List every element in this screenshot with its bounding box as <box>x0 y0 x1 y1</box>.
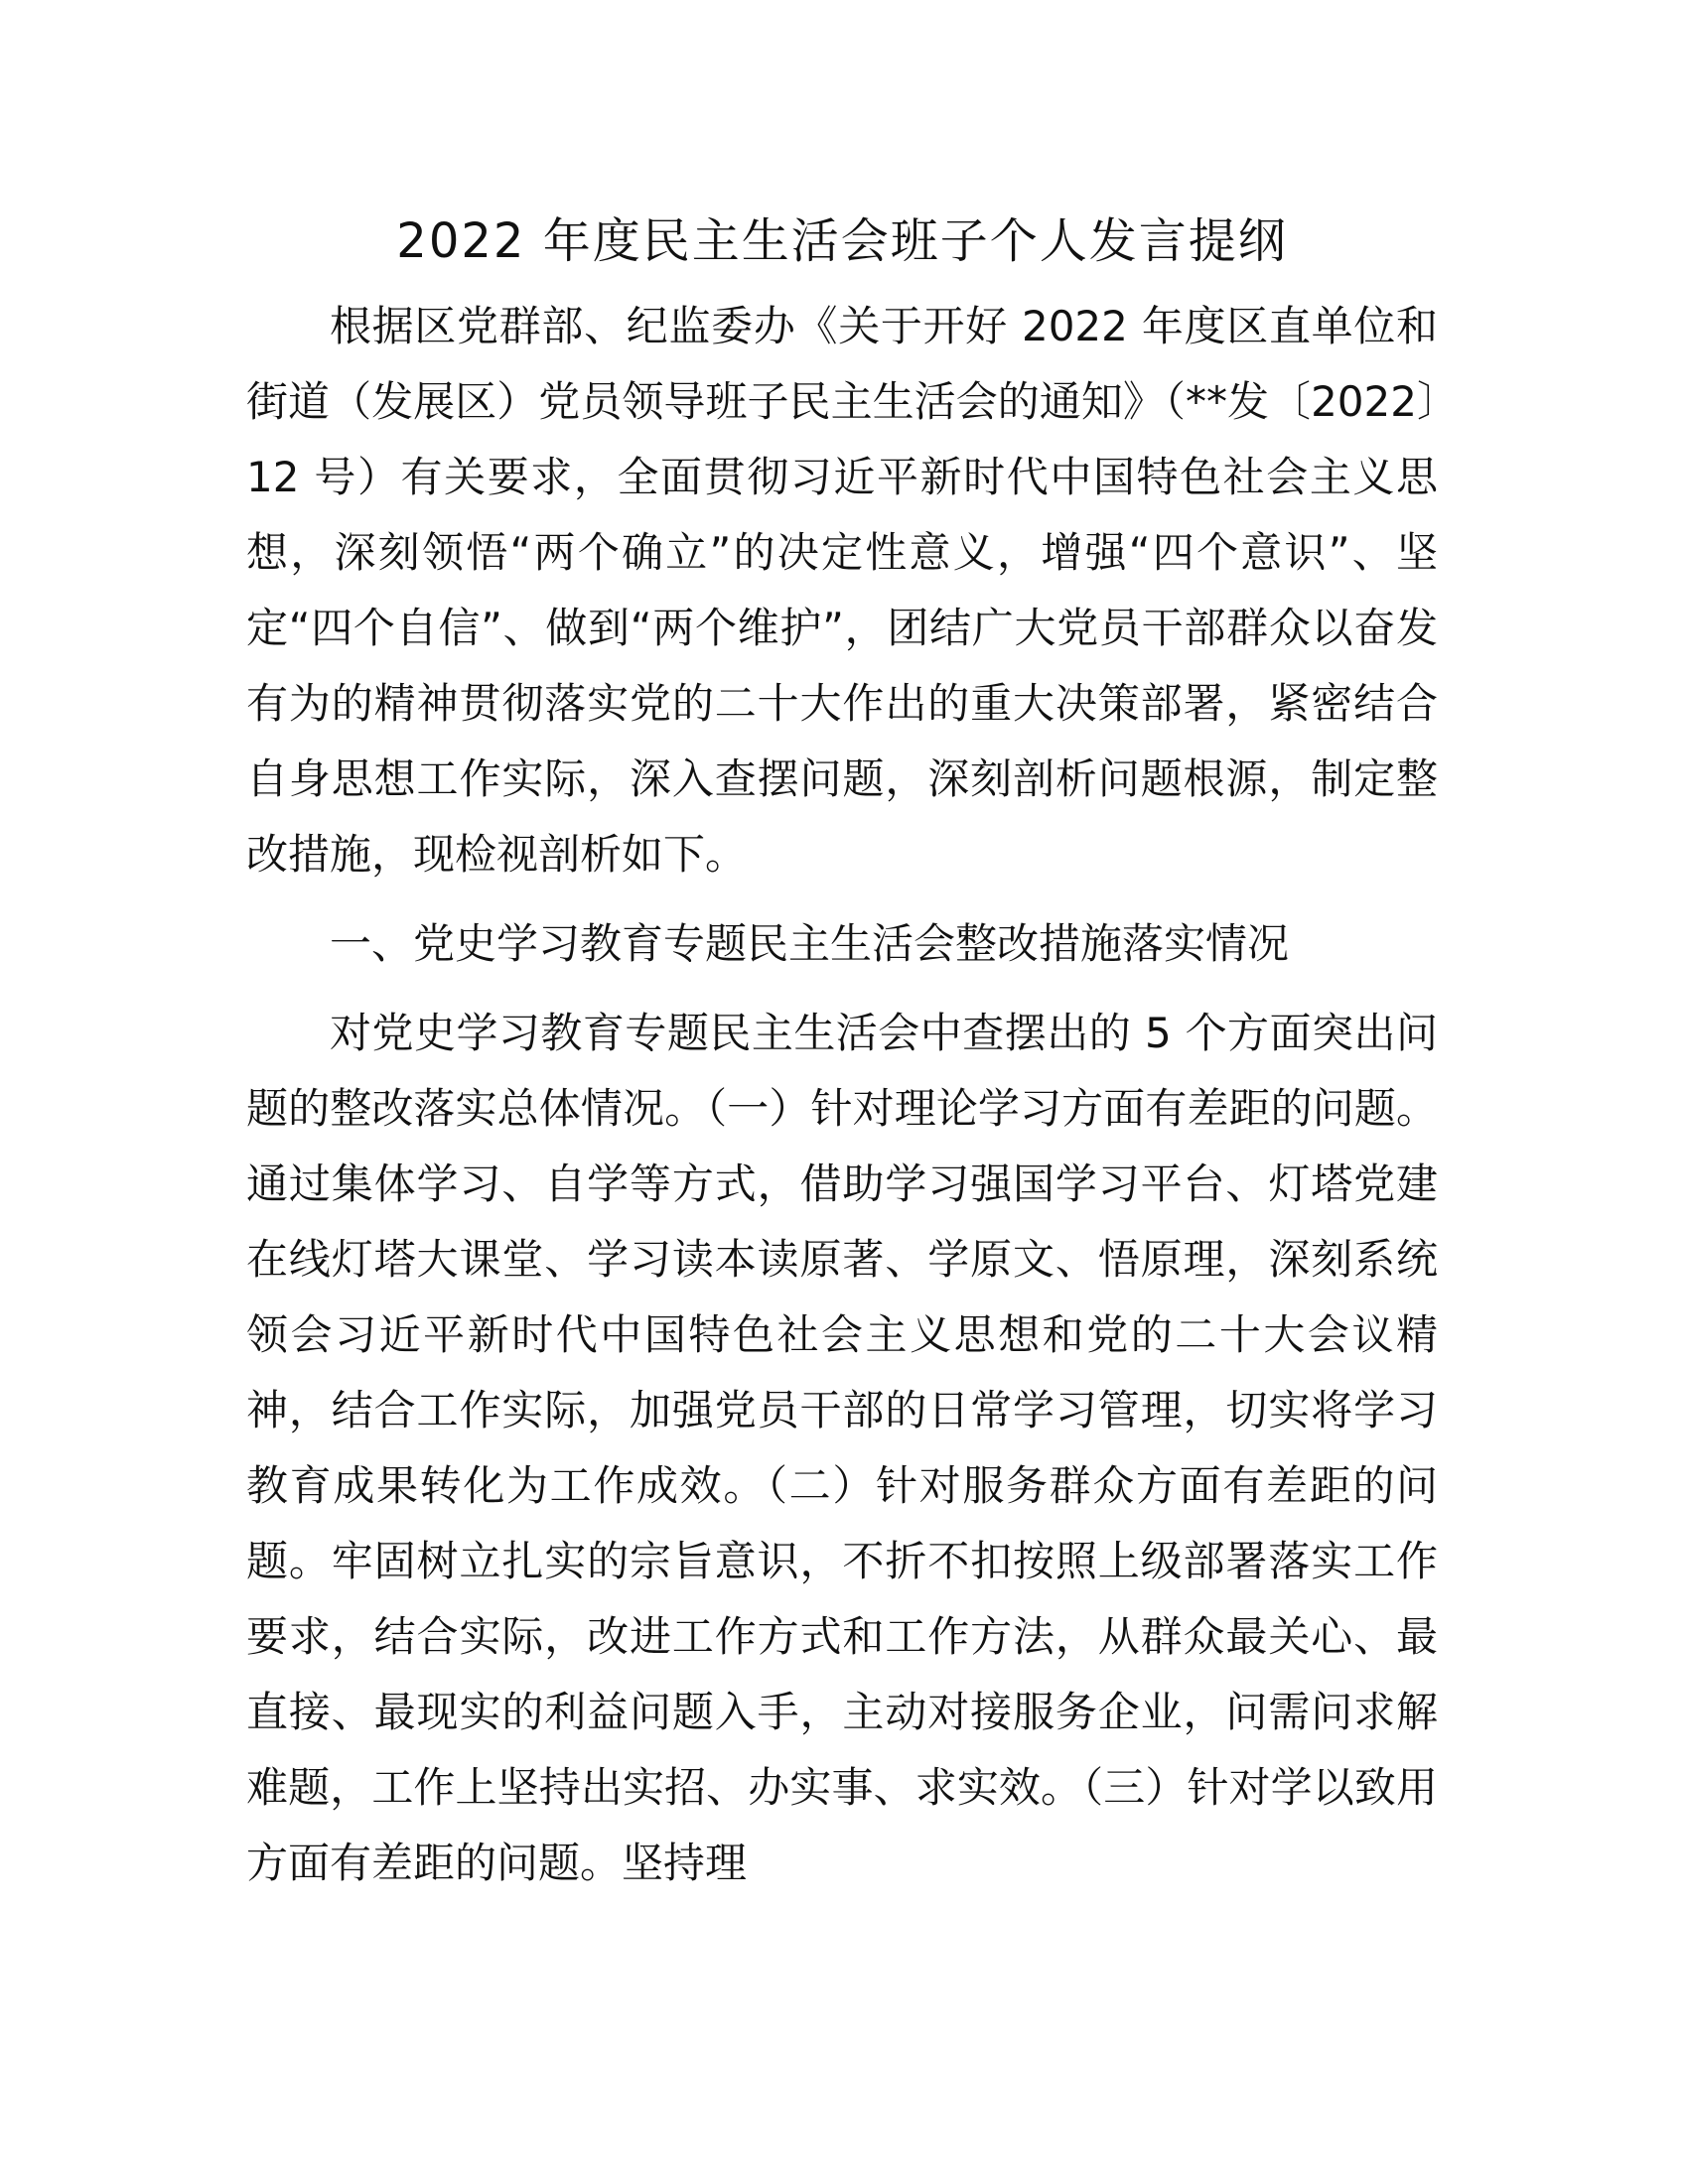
document-title: 2022 年度民主生活会班子个人发言提纲 <box>396 213 1288 269</box>
intro-paragraph: 根据区党群部、纪监委办《关于开好 2022 年度区直单位和街道（发展区）党员领导班子民主生活会的通知》（**发〔2022〕12 号）有关要求，全面贯彻习近平新时代中国特色社会主义思想，深刻领悟“两个确立”的决定性意义，增强“四个意识”、坚定“四个自信”、做到“两个维护”，团结广大党员干部群众以奋发有为的精神贯彻落实党的二十大作出的重大决策部署，紧密结合自身思想工作实际，深入查摆问题，深刻剖析问题根源，制定整改措施，现检视剖析如下。 <box>246 302 1438 879</box>
section-1-paragraph: 对党史学习教育专题民主生活会中查摆出的 5 个方面突出问题的整改落实总体情况。（一）针对理论学习方面有差距的问题。通过集体学习、自学等方式，借助学习强国学习平台、灯塔党建在线灯塔大课堂、学习读本读原著、学原文、悟原理，深刻系统领会习近平新时代中国特色社会主义思想和党的二十大会议精神，结合工作实际，加强党员干部的日常学习管理，切实将学习教育成果转化为工作成效。（二）针对服务群众方面有差距的问题。牢固树立扎实的宗旨意识，不折不扣按照上级部署落实工作要求，结合实际，改进工作方式和工作方法，从群众最关心、最直接、最现实的利益问题入手，主动对接服务企业，问需问求解难题，工作上坚持出实招、办实事、求实效。（三）针对学以致用方面有差距的问题。坚持理 <box>246 1009 1438 1887</box>
section-1-heading: 一、党史学习教育专题民主生活会整改措施落实情况 <box>330 919 1290 968</box>
document-body <box>246 204 1438 1901</box>
